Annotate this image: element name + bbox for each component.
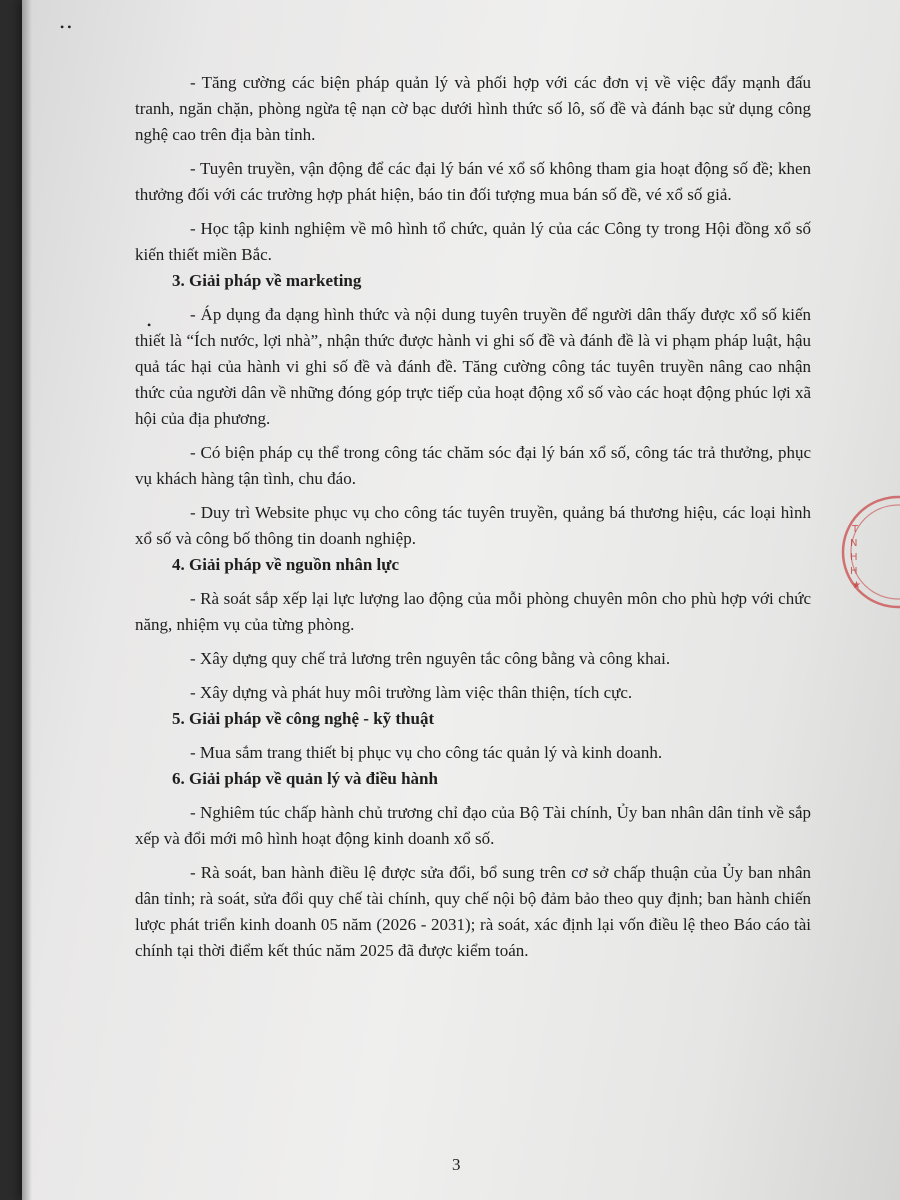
paragraph-work-environment: - Xây dựng và phát huy môi trường làm việc thân thiện, tích cực. bbox=[190, 683, 633, 702]
heading-technology: 5. Giải pháp về công nghệ - kỹ thuật bbox=[172, 709, 435, 728]
paragraph-agent-care: - Có biện pháp cụ thể trong công tác chăm sóc đại lý bán xổ số, công tác trả thưởng, phục vụ khách hàng tận tình, chu đáo. bbox=[135, 443, 811, 488]
heading-management: 6. Giải pháp về quản lý và điều hành bbox=[172, 769, 438, 788]
document-body bbox=[135, 70, 811, 964]
heading-marketing: 3. Giải pháp về marketing bbox=[172, 271, 362, 290]
stray-dot: • bbox=[147, 318, 152, 332]
paragraph-agents-propaganda: - Tuyên truyền, vận động để các đại lý bán vé xổ số không tham gia hoạt động số đề; khen thưởng đối với các trường hợp phát hiện, báo tin đối tượng mua bán số đề, vé xổ số giả. bbox=[135, 159, 811, 204]
paragraph-crackdown: - Tăng cường các biện pháp quản lý và phối hợp với các đơn vị về việc đẩy mạnh đấu tranh, ngăn chặn, phòng ngừa tệ nạn cờ bạc dưới hình thức số lô, số đề và đánh bạc sử dụng công nghệ cao trên địa bàn tỉnh. bbox=[135, 73, 811, 144]
paragraph-review-staff: - Rà soát sắp xếp lại lực lượng lao động của mỗi phòng chuyên môn cho phù hợp với chức năng, nhiệm vụ của từng phòng. bbox=[135, 589, 811, 634]
paragraph-comply-direction: - Nghiêm túc chấp hành chủ trương chỉ đạo của Bộ Tài chính, Ủy ban nhân dân tỉnh về sắp xếp và đổi mới mô hình hoạt động kinh doanh xổ số. bbox=[135, 803, 811, 848]
paragraph-equipment: - Mua sắm trang thiết bị phục vụ cho công tác quản lý và kinh doanh. bbox=[190, 743, 663, 762]
red-stamp-seal bbox=[838, 492, 900, 612]
svg-text:N: N bbox=[850, 538, 858, 549]
speck-marks: • • bbox=[60, 20, 72, 34]
svg-text:H: H bbox=[850, 552, 858, 563]
svg-text:★: ★ bbox=[852, 580, 861, 591]
paragraph-marketing-propaganda: - Áp dụng đa dạng hình thức và nội dung tuyên truyền để người dân thấy được xổ số kiến thiết là “Ích nước, lợi nhà”, nhận thức được hành vi ghi số đề và đánh đề là vi phạm pháp luật, hậu quả tác hại của hành vi ghi số đề và đánh đề. Tăng cường công tác tuyên truyền nâng cao nhận thức của người dân về những đóng góp trực tiếp của hoạt động xổ số vào các hoạt động phúc lợi xã hội của địa phương. bbox=[135, 305, 811, 428]
stamp-seal-icon bbox=[838, 492, 900, 612]
page-number: 3 bbox=[452, 1155, 461, 1174]
page-edge-shadow bbox=[22, 0, 32, 1200]
paragraph-learn-experience: - Học tập kinh nghiệm về mô hình tổ chức, quản lý của các Công ty trong Hội đồng xổ số kiến thiết miền Bắc. bbox=[135, 219, 811, 264]
paragraph-charter-review: - Rà soát, ban hành điều lệ được sửa đổi, bổ sung trên cơ sở chấp thuận của Ủy ban nhân dân tỉnh; rà soát, sửa đổi quy chế tài chính, quy chế nội bộ đảm bảo theo quy định; ban hành chiến lược phát triển kinh doanh 05 năm (2026 - 2031); rà soát, xác định lại vốn điều lệ theo Báo cáo tài chính tại thời điểm kết thúc năm 2025 đã được kiểm toán. bbox=[135, 863, 811, 960]
heading-human-resources: 4. Giải pháp về nguồn nhân lực bbox=[172, 555, 400, 574]
paragraph-salary: - Xây dựng quy chế trả lương trên nguyên tắc công bằng và công khai. bbox=[190, 649, 671, 668]
svg-text:T: T bbox=[852, 524, 859, 535]
paragraph-website: - Duy trì Website phục vụ cho công tác tuyên truyền, quảng bá thương hiệu, các loại hình xổ số và công bố thông tin doanh nghiệp. bbox=[135, 503, 811, 548]
svg-text:H: H bbox=[850, 566, 858, 577]
